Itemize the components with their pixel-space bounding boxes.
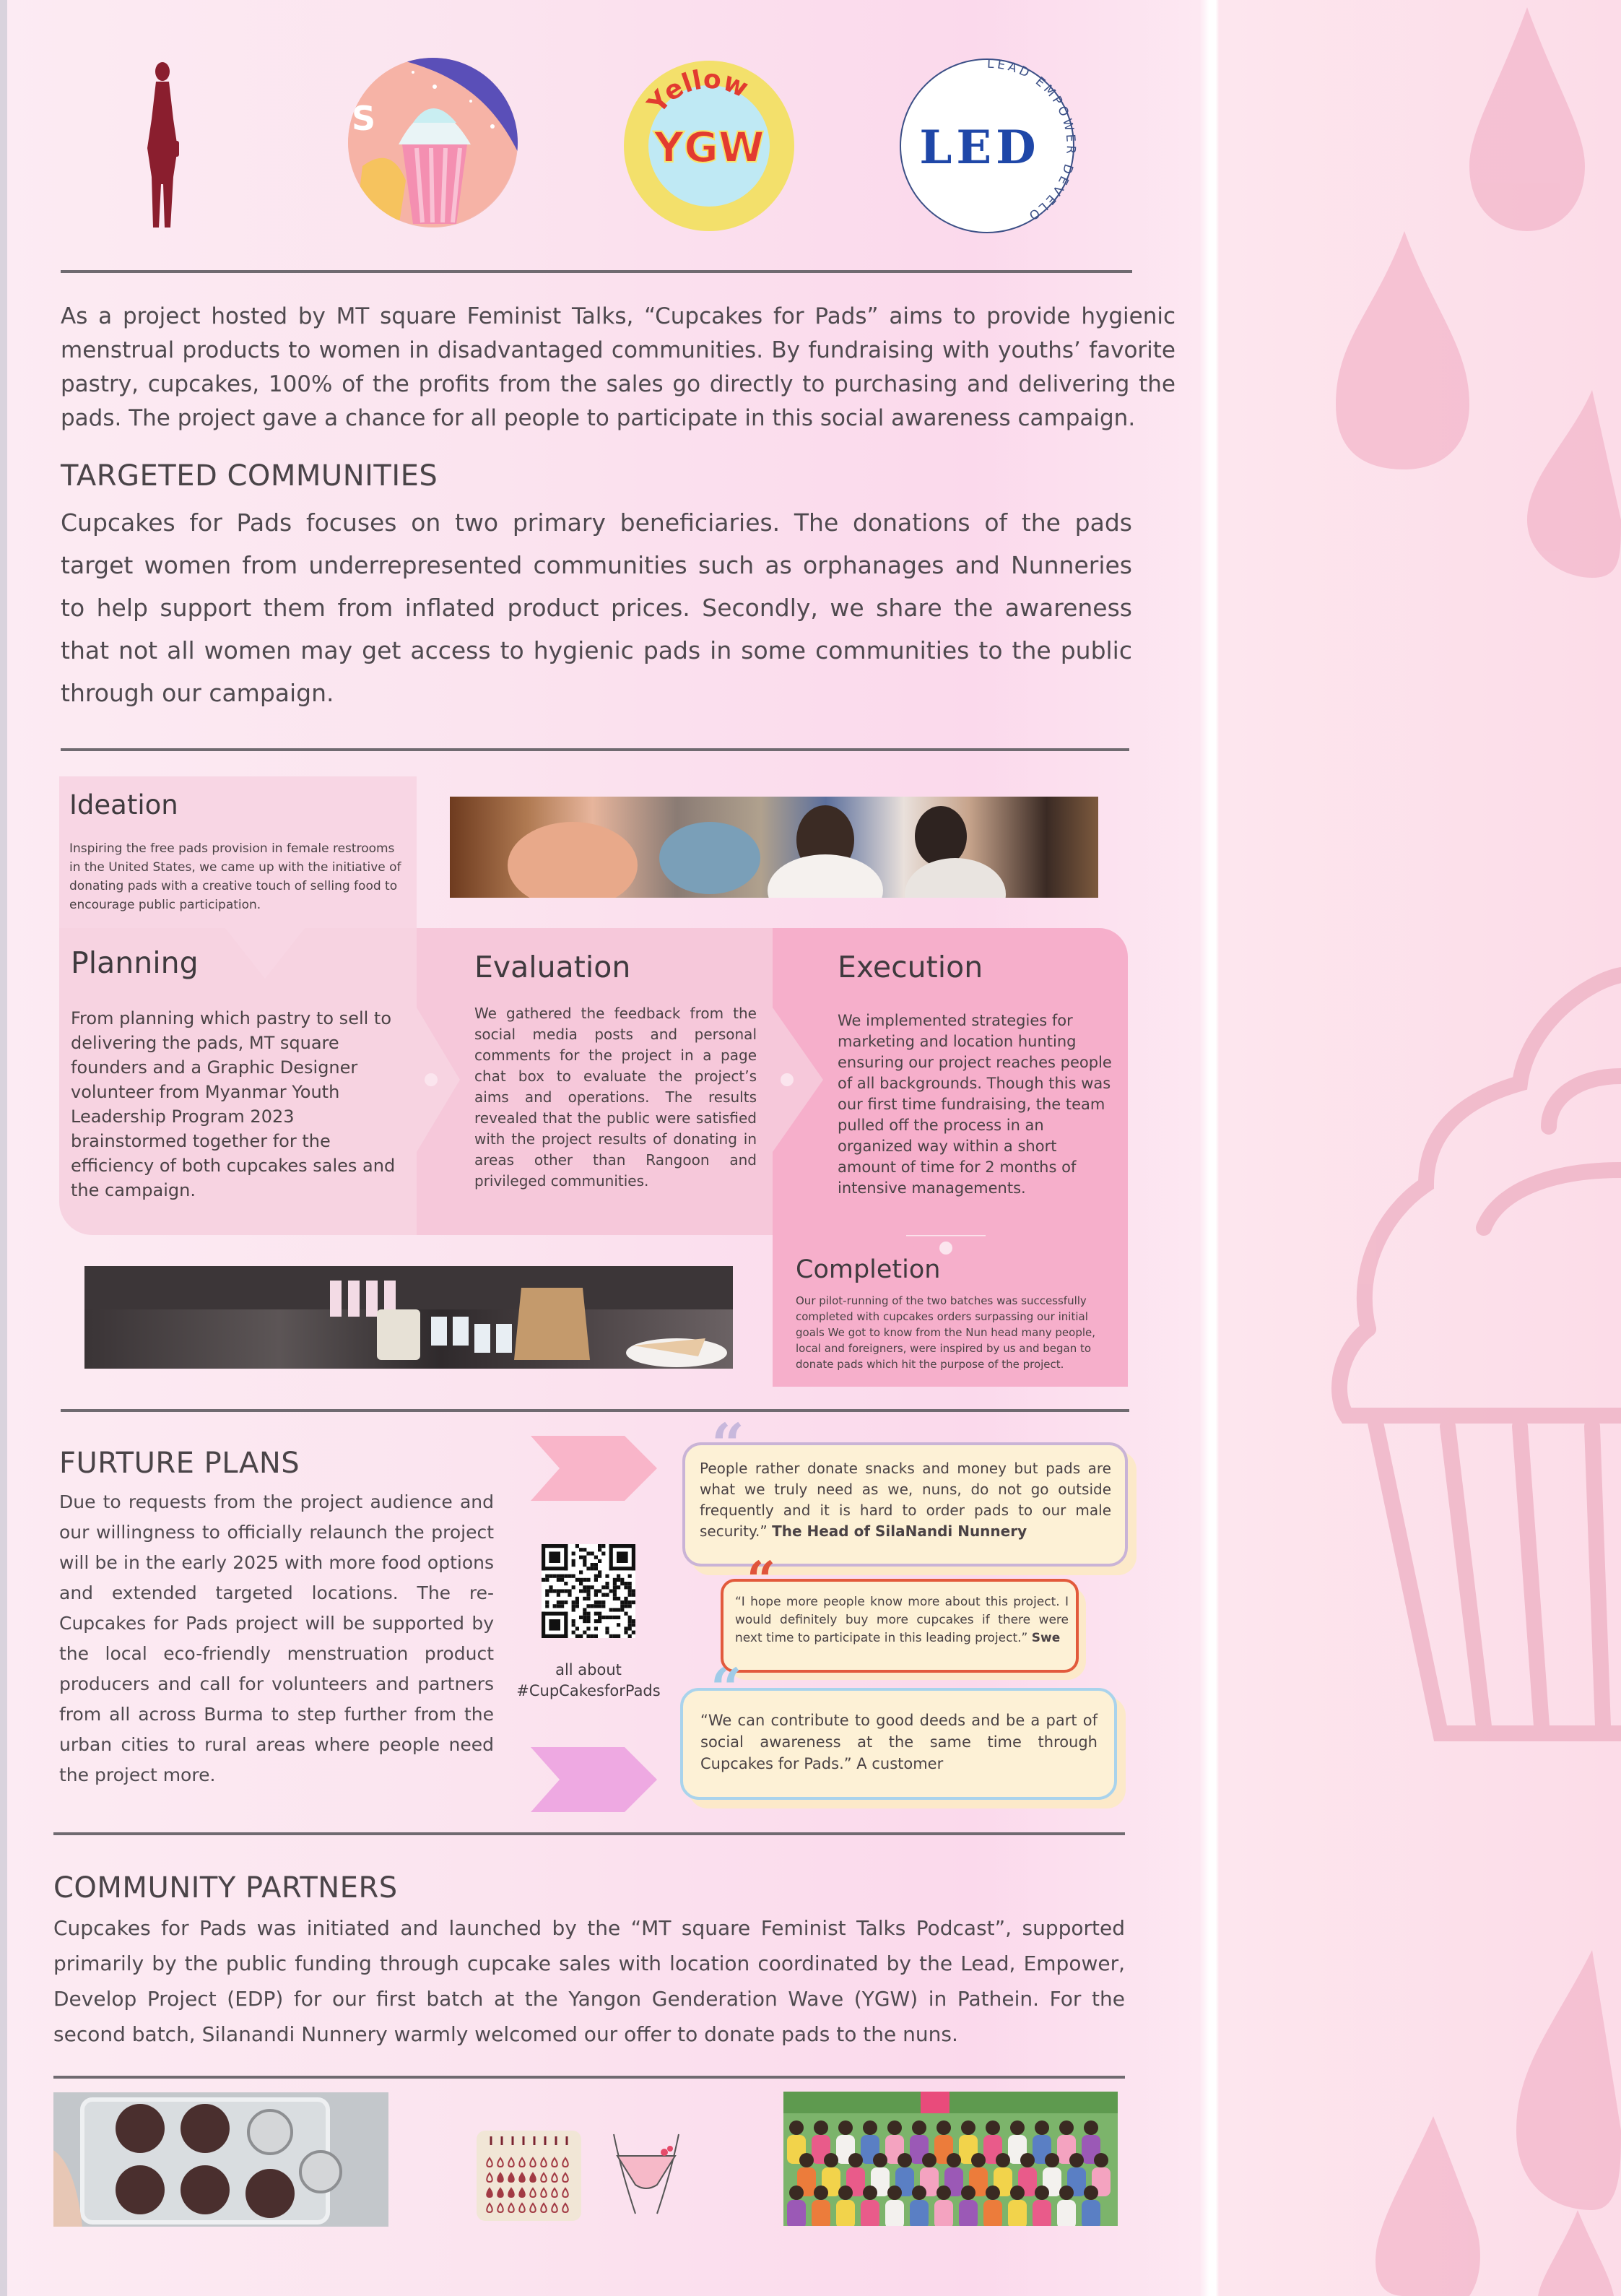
volunteers-photo xyxy=(450,797,1098,898)
svg-text:Yellow: Yellow xyxy=(642,64,753,119)
quote-swe-text xyxy=(735,1593,1069,1647)
svg-text:LEAD EMPOWER DEVELOP: LEAD EMPOWER DEVELO xyxy=(986,58,1078,225)
quote-nunnery-text xyxy=(700,1458,1111,1542)
execution-title: Execution xyxy=(838,950,983,984)
menstrual-calendar-icon xyxy=(477,2131,581,2221)
raindrop-icon xyxy=(1538,2210,1614,2296)
raindrop-icon xyxy=(1527,390,1621,578)
quote-author: The Head of SilaNandi Nunnery xyxy=(772,1522,1027,1540)
quote-mark-icon: “ xyxy=(711,1411,745,1478)
evaluation-text: We gathered the feedback from the social media posts and personal comments for the project in a page chat box to evaluate the project’s aims and operations. The results revealed that the public were satisfied with the project results of donating in areas other than Rangoon and privileged communities. xyxy=(474,1005,757,1190)
quote-mark-icon: “ xyxy=(747,1550,776,1610)
future-paragraph: Due to requests from the project audience and our willingness to officially relaunch the project will be in the early 2025 with more food options and extended targeted locations. The re-Cupcakes for Pads project will be supported by the local eco-friendly menstruation product producers and call for volunteers and partners from all across Burma to step further from the urban cities to rural areas where people need the project more. xyxy=(59,1491,494,1785)
woman-silhouette-icon xyxy=(137,61,188,235)
quote-card-customer xyxy=(680,1656,1117,1800)
partners-heading: COMMUNITY PARTNERS xyxy=(53,1871,398,1905)
cupcake-stall-photo xyxy=(84,1266,733,1369)
ideation-text: Inspiring the free pads provision in female restrooms in the United States, we came up with the initiative of donating pads with a creative touch of selling food to encourage public participation. xyxy=(69,841,401,912)
qr-code-icon[interactable] xyxy=(542,1544,635,1638)
nunnery-group-photo xyxy=(783,2092,1118,2226)
planning-box xyxy=(59,928,417,1235)
partners-paragraph: Cupcakes for Pads was initiated and launched by the “MT square Feminist Talks Podcast”, supported primarily by the public funding through cupcake sales with location coordinated by the Lead, Empower, Develop Project (EDP) for our first batch at the Yangon Genderation Wave (YGW) in Pathein. For the second batch, Silanandi Nunnery warmly welcomed our offer to donate pads to the nuns. xyxy=(53,1916,1125,2046)
completion-box xyxy=(773,1235,1128,1387)
evaluation-box xyxy=(417,928,773,1235)
pink-chevron-arrow xyxy=(531,1436,657,1501)
violet-chevron-arrow xyxy=(531,1747,657,1812)
divider xyxy=(61,270,1132,273)
cupcake-outline-icon xyxy=(1339,975,1621,1733)
divider xyxy=(61,748,1129,751)
qr-caption-line-1: all about xyxy=(555,1661,622,1678)
qr-caption xyxy=(505,1660,672,1702)
divider xyxy=(61,1409,1129,1412)
ygw-logo-icon xyxy=(622,59,796,233)
quote-card-swe xyxy=(721,1550,1079,1673)
future-heading: FURTURE PLANS xyxy=(59,1447,300,1480)
pointer-arrow xyxy=(417,1008,460,1152)
raindrop-icon xyxy=(1336,231,1469,469)
execution-box xyxy=(773,928,1128,1235)
led-logo-icon xyxy=(899,58,1079,235)
svg-text:LED: LED xyxy=(919,121,1040,175)
svg-text:YGW: YGW xyxy=(653,123,765,172)
qr-caption-hashtag: #CupCakesforPads xyxy=(516,1682,661,1699)
completion-text: Our pilot-running of the two batches was successfully completed with cupcakes orders surpassing our initial goals We got to know from the Nun head many people, local and foreigners, were inspired by us and began to donate pads which hit the purpose of the project. xyxy=(796,1294,1096,1371)
raindrop-icon xyxy=(1376,2116,1480,2296)
decorative-background xyxy=(1209,0,1621,2296)
quote-mark-icon: “ xyxy=(710,1656,742,1720)
intro-paragraph: As a project hosted by MT square Feminist Talks, “Cupcakes for Pads” aims to provide hygienic menstrual products to women in disadvantaged communities. By fundraising with youths’ favorite pastry, cupcakes, 100% of the profits from the sales go directly to purchasing and delivering the pads. The project gave a chance for all people to participate in this social awareness campaign. xyxy=(61,303,1175,431)
planning-text: From planning which pastry to sell to delivering the pads, MT square founders and a Graphic Designer volunteer from Myanmar Youth Leadership Program 2023 brainstormed together for the efficiency of both cupcakes sales and the campaign. xyxy=(71,1008,396,1200)
cupcake-logo-icon xyxy=(348,58,518,228)
completion-title: Completion xyxy=(796,1255,941,1284)
ideation-box xyxy=(59,776,417,928)
raindrop-icon xyxy=(1469,7,1585,231)
targeted-heading: TARGETED COMMUNITIES xyxy=(61,459,438,493)
quote-author: Swe xyxy=(1031,1631,1061,1645)
ideation-title: Ideation xyxy=(69,789,178,820)
planning-title: Planning xyxy=(71,945,199,980)
quote-body: “I hope more people know more about this project. I would definitely buy more cupcakes if there were next time to participate in this leading project.” xyxy=(735,1595,1069,1645)
quote-body: People rather donate snacks and money but pads are what we truly need as we, nuns, do not go outside frequently and it is hard to order pads to our male security.” xyxy=(700,1460,1111,1540)
execution-text: We implemented strategies for marketing and location hunting ensuring our project reaches people of all backgrounds. Though this was our first time fundraising, the team pulled off the process in an organized way within a short amount of time for 2 months of intensive managements. xyxy=(838,1012,1112,1197)
evaluation-title: Evaluation xyxy=(474,950,631,984)
divider xyxy=(53,1832,1125,1835)
underwear-icon xyxy=(607,2127,686,2217)
raindrop-icon xyxy=(1516,1950,1621,2210)
quote-card-nunnery xyxy=(682,1411,1128,1567)
targeted-paragraph: Cupcakes for Pads focuses on two primary beneficiaries. The donations of the pads target women from underrepresented communities such as orphanages and Nunneries to help support them from inflated product prices. Secondly, we share the awareness that not all women may get access to hygienic pads in some communities to the public through our campaign. xyxy=(61,508,1132,707)
divider xyxy=(53,2076,1125,2079)
pointer-arrow xyxy=(773,1008,823,1152)
svg-text:S: S xyxy=(352,99,376,138)
left-edge-bar xyxy=(0,0,7,2296)
quote-customer-text: “We can contribute to good deeds and be a part of social awareness at the same time through Cupcakes for Pads.” A customer xyxy=(700,1712,1098,1772)
chocolate-cupcakes-photo xyxy=(53,2092,388,2227)
